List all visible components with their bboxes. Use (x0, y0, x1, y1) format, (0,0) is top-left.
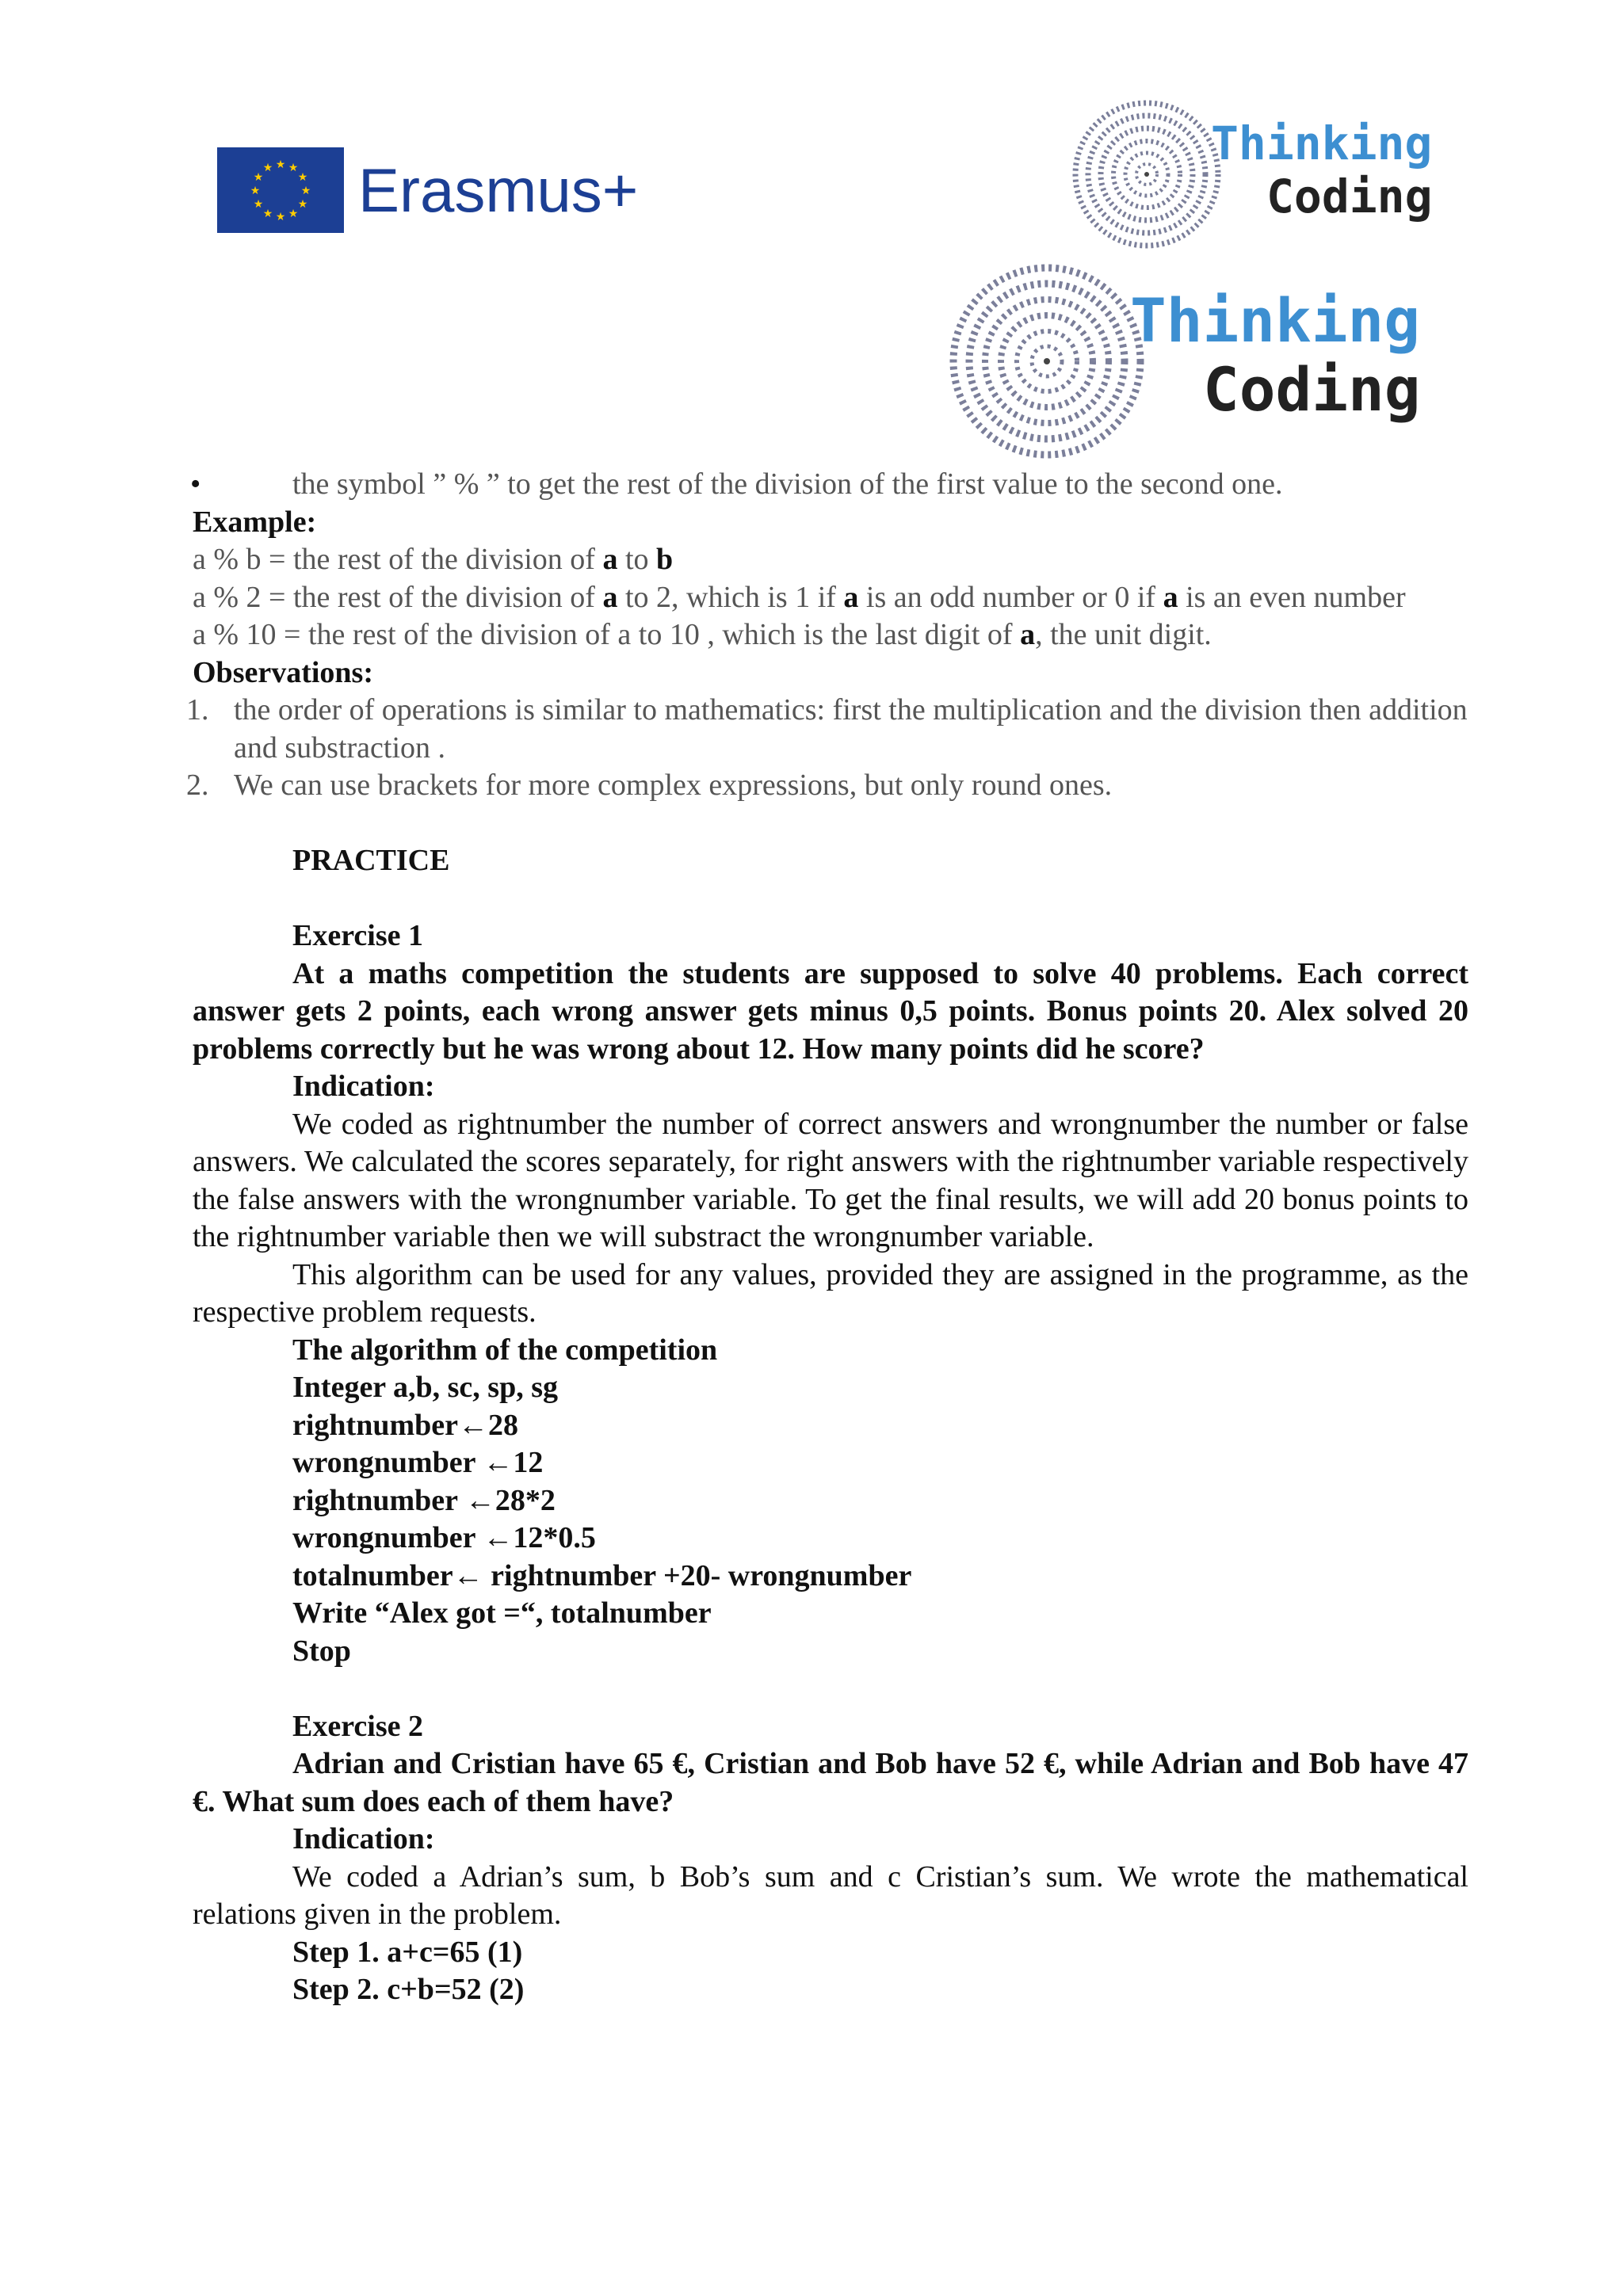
bullet-item: • the symbol ” % ” to get the rest of the division of the first value to the second one. (193, 466, 1468, 504)
algorithm-line: The algorithm of the competition (292, 1333, 718, 1367)
algorithm-line: totalnumber← rightnumber +20- wrongnumber (292, 1558, 912, 1592)
example-line-1: a % b = the rest of the division of a to b (193, 543, 674, 576)
observation-item-2: 2. We can use brackets for more complex expressions, but only round ones. (186, 769, 1113, 802)
binary-spiral-icon (1071, 95, 1222, 254)
exercise-1-indication-note: This algorithm can be used for any values, provided they are assigned in the programme, as the respective problem requests. (193, 1257, 1468, 1329)
svg-text:★: ★ (275, 211, 286, 223)
example-line-3: a % 10 = the rest of the division of a to 10 , which is the last digit of a, the unit digit. (193, 618, 1212, 651)
observation-item-1: 1. the order of operations is similar to mathematics: first the multiplication and the division then addition and substraction . (186, 693, 1468, 765)
exercise-1-indication-text: We coded as rightnumber the number of correct answers and wrongnumber the number or false answers. We calculated the scores separately, for right answers with the rightnumber variable respectively the false answers with the wrongnumber variable. To get the final results, we will add 20 bonus points to the rightnumber variable then we will substract the wrongnumber variable. (193, 1107, 1468, 1253)
brand-coding: Coding (1203, 354, 1421, 425)
svg-text:★: ★ (300, 185, 311, 197)
observations-heading: Observations: (193, 655, 373, 689)
practice-heading: PRACTICE (292, 844, 450, 877)
svg-text:★: ★ (253, 171, 264, 184)
brand-thinking: Thinking (1211, 116, 1433, 171)
algorithm-line: wrongnumber ←12*0.5 (292, 1521, 596, 1554)
exercise-2-statement: Adrian and Cristian have 65 €, Cristian and Bob have 52 €, while Adrian and Bob have 47 €. What sum does each of them have? (193, 1747, 1468, 1818)
erasmus-wordmark: Erasmus+ (358, 155, 639, 225)
algorithm-line: Stop (292, 1634, 351, 1668)
algorithm-line: Integer a,b, sc, sp, sg (292, 1371, 558, 1404)
binary-spiral-icon (948, 258, 1146, 464)
algorithm-line: rightnumber←28 (292, 1408, 518, 1442)
svg-text:★: ★ (297, 198, 308, 211)
eu-flag-icon (217, 147, 344, 233)
erasmus-logo (217, 147, 638, 233)
svg-text:★: ★ (297, 171, 308, 184)
svg-text:★: ★ (253, 198, 264, 211)
svg-text:★: ★ (275, 158, 286, 171)
example-line-2: a % 2 = the rest of the division of a to 2, which is 1 if a is an odd number or 0 if a is an even number (193, 580, 1406, 614)
bullet-dot-icon: • (190, 467, 201, 501)
step-2: Step 2. c+b=52 (2) (292, 1973, 525, 2006)
exercise-2-title: Exercise 2 (292, 1709, 423, 1743)
brand-thinking: Thinking (1130, 284, 1421, 356)
exercise-1-title: Exercise 1 (292, 919, 423, 952)
brand-coding: Coding (1266, 170, 1433, 223)
thinking-coding-logo-top (1071, 95, 1433, 254)
thinking-coding-logo-bottom (948, 258, 1421, 464)
algorithm-block (193, 1332, 1468, 1671)
exercise-2-indication-heading: Indication: (292, 1822, 435, 1855)
algorithm-line: Write “Alex got =“, totalnumber (292, 1596, 712, 1630)
example-heading: Example: (193, 505, 317, 539)
page-header (0, 0, 1623, 475)
algorithm-line: wrongnumber ←12 (292, 1446, 544, 1479)
exercise-1-statement: At a maths competition the students are supposed to solve 40 problems. Each correct answer gets 2 points, each wrong answer gets minus 0,5 points. Bonus points 20. Alex solved 20 problems correctly but he was wrong about 12. How many points did he score? (193, 956, 1468, 1066)
svg-text:★: ★ (288, 208, 299, 220)
svg-text:★: ★ (288, 162, 299, 174)
eu-stars-icon (217, 147, 344, 233)
algorithm-line: rightnumber ←28*2 (292, 1483, 556, 1517)
exercise-1-indication-heading: Indication: (292, 1070, 435, 1103)
svg-text:★: ★ (262, 208, 273, 220)
svg-text:★: ★ (262, 162, 273, 174)
step-1: Step 1. a+c=65 (1) (292, 1935, 523, 1969)
document-body (186, 466, 1468, 2009)
svg-text:★: ★ (250, 185, 261, 197)
exercise-2-indication-text: We coded a Adrian’s sum, b Bob’s sum and c Cristian’s sum. We wrote the mathematical relations given in the problem. (193, 1859, 1468, 1931)
